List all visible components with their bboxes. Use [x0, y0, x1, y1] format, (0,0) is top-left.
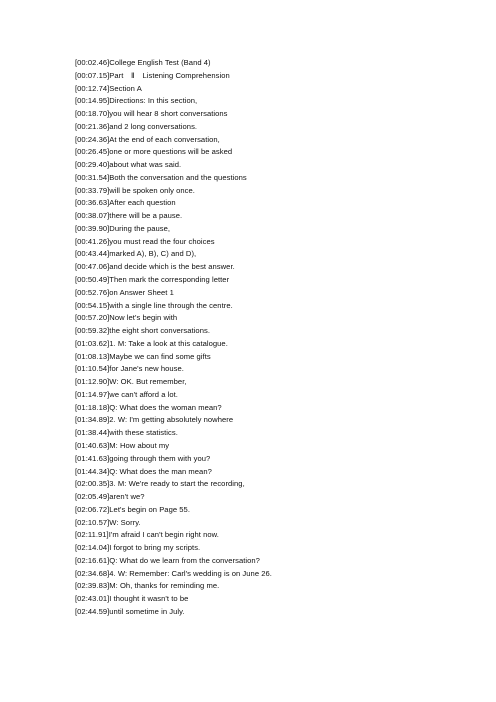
transcript-line: [00:57.20]Now let's begin with — [75, 313, 178, 323]
transcript-line: [01:38.44]with these statistics. — [75, 428, 178, 438]
transcript-line: [02:16.61]Q: What do we learn from the conversation? — [75, 555, 260, 565]
transcript-line: [00:26.45]one or more questions will be asked — [75, 147, 233, 157]
transcript-line: [00:59.32]the eight short conversations. — [75, 326, 210, 336]
transcript-line: [00:50.49]Then mark the corresponding letter — [75, 275, 230, 285]
transcript-line: [00:41.26]you must read the four choices — [75, 236, 215, 246]
transcript-line: [01:14.97]we can't afford a lot. — [75, 389, 178, 399]
transcript-line: [00:14.95]Directions: In this section, — [75, 96, 198, 106]
transcript-line: [01:12.90]W: OK. But remember, — [75, 377, 187, 387]
transcript-line: [00:21.36]and 2 long conversations. — [75, 121, 198, 131]
transcript-line: [02:06.72]Let's begin on Page 55. — [75, 504, 190, 514]
transcript-line: [01:10.54]for Jane's new house. — [75, 364, 184, 374]
transcript-line: [00:33.79]will be spoken only once. — [75, 185, 195, 195]
transcript-line: [00:29.40]about what was said. — [75, 160, 182, 170]
transcript-line: [01:03.62]1. M: Take a look at this catalogue. — [75, 338, 228, 348]
transcript-line: [02:10.57]W: Sorry. — [75, 517, 141, 527]
transcript-line: [00:39.90]During the pause, — [75, 223, 171, 233]
transcript-line: [00:18.70]you will hear 8 short conversations — [75, 109, 228, 119]
transcript-line: [01:34.89]2. W: I'm getting absolutely nowhere — [75, 415, 234, 425]
transcript-line: [00:38.07]there will be a pause. — [75, 211, 183, 221]
transcript-line: [02:05.49]aren't we? — [75, 492, 145, 502]
transcript-line: [01:41.63]going through them with you? — [75, 453, 211, 463]
transcript-line: [02:44.59]until sometime in July. — [75, 606, 185, 616]
transcript-line: [01:08.13]Maybe we can find some gifts — [75, 351, 211, 361]
transcript-line: [02:43.01]I thought it wasn't to be — [75, 594, 189, 604]
transcript-line: [02:39.83]M: Oh, thanks for reminding me. — [75, 581, 220, 591]
transcript-line: [00:52.76]on Answer Sheet 1 — [75, 287, 174, 297]
transcript-line: [00:24.36]At the end of each conversation, — [75, 134, 220, 144]
transcript-line: [01:40.63]M: How about my — [75, 440, 170, 450]
transcript-line: [00:54.15]with a single line through the centre. — [75, 300, 233, 310]
transcript-line: [00:47.06]and decide which is the best answer. — [75, 262, 235, 272]
transcript-line: [02:11.91]I'm afraid I can't begin right now. — [75, 530, 219, 540]
transcript-line: [02:34.68]4. W: Remember: Carl's wedding is on June 26. — [75, 568, 272, 578]
transcript-line: [02:14.04]I forgot to bring my scripts. — [75, 543, 201, 553]
transcript-line: [01:44.34]Q: What does the man mean? — [75, 466, 212, 476]
transcript-line: [01:18.18]Q: What does the woman mean? — [75, 402, 222, 412]
transcript-line: [00:31.54]Both the conversation and the questions — [75, 172, 247, 182]
transcript-line: [00:07.15]Part Ⅱ Listening Comprehension — [75, 70, 230, 80]
transcript-line: [00:02.46]College English Test (Band 4) — [75, 58, 211, 67]
transcript-line: [02:00.35]3. M: We're ready to start the recording, — [75, 479, 245, 489]
transcript-line: [00:36.63]After each question — [75, 198, 176, 208]
transcript-line: [00:12.74]Section A — [75, 83, 142, 93]
transcript-lines — [75, 57, 272, 619]
transcript-line: [00:43.44]marked A), B), C) and D), — [75, 249, 197, 259]
